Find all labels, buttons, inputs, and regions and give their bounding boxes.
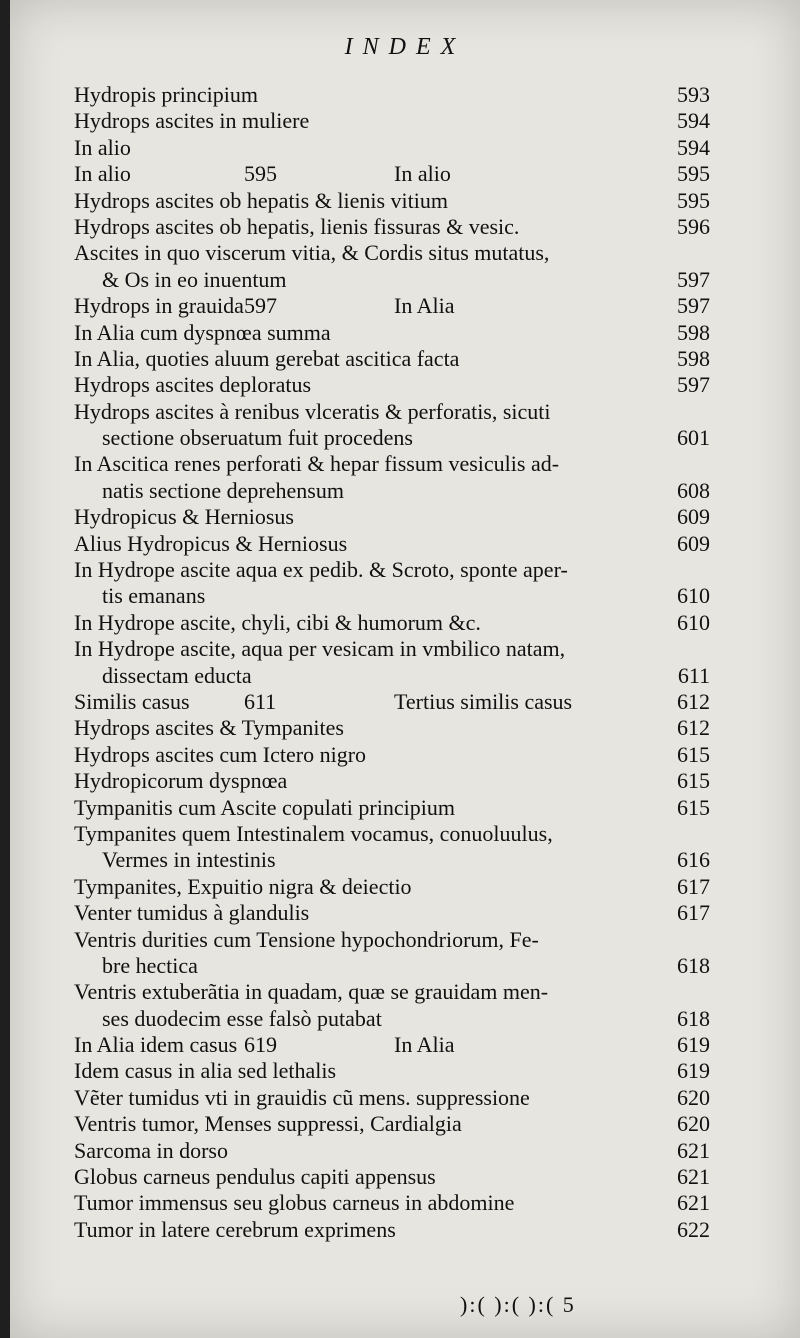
entry-text: Tumor in latere cerebrum exprimens bbox=[74, 1216, 396, 1242]
entry-text: Ventris extuberãtia in quadam, quæ se grauidam men- bbox=[74, 979, 549, 1005]
entry-text: sectione obseruatum fuit procedens bbox=[102, 425, 413, 451]
entry-text: Vẽter tumidus vti in grauidis cũ mens. suppressione bbox=[74, 1084, 530, 1110]
entry-page-number: 619 bbox=[677, 1058, 710, 1084]
index-entry bbox=[74, 214, 710, 240]
index-entry bbox=[74, 478, 710, 504]
entry-page-number: 608 bbox=[677, 477, 710, 503]
entry-text: In Alia cum dyspnœa summa bbox=[74, 319, 331, 345]
index-entry bbox=[74, 1058, 710, 1084]
index-entry bbox=[74, 320, 710, 346]
entry-page-number: 622 bbox=[677, 1216, 710, 1242]
index-entry bbox=[74, 636, 710, 662]
index-entry bbox=[74, 847, 710, 873]
entry-page-number: 597 bbox=[677, 372, 710, 398]
entry-second-text: In Alia bbox=[394, 1032, 455, 1058]
index-entry bbox=[74, 1217, 710, 1243]
entry-text: Tympanitis cum Ascite copulati principium bbox=[74, 794, 455, 820]
entry-page-number: 610 bbox=[677, 609, 710, 635]
page bbox=[10, 0, 800, 1338]
entry-text: Sarcoma in dorso bbox=[74, 1137, 228, 1163]
entry-inline-page: 595 bbox=[244, 161, 277, 187]
index-entry bbox=[74, 504, 710, 530]
index-entry bbox=[74, 1085, 710, 1111]
entry-text: Venter tumidus à glandulis bbox=[74, 900, 310, 926]
entry-page-number: 595 bbox=[677, 187, 710, 213]
entry-inline-page: 611 bbox=[244, 688, 277, 714]
index-entry bbox=[74, 267, 710, 293]
index-entry bbox=[74, 715, 710, 741]
entry-page-number: 618 bbox=[677, 1005, 710, 1031]
entry-page-number: 597 bbox=[677, 293, 710, 319]
index-entries bbox=[74, 82, 710, 1243]
index-entry bbox=[74, 768, 710, 794]
entry-page-number: 598 bbox=[677, 319, 710, 345]
index-entry bbox=[74, 399, 710, 425]
entry-text: Ascites in quo viscerum vitia, & Cordis situs mutatus, bbox=[74, 240, 550, 266]
index-entry bbox=[74, 372, 710, 398]
entry-text: Hydrops ascites à renibus vlceratis & perforatis, sicuti bbox=[74, 398, 551, 424]
index-entry bbox=[74, 82, 710, 108]
entry-inline-page: 619 bbox=[244, 1032, 277, 1058]
index-entry bbox=[74, 742, 710, 768]
entry-text: ses duodecim esse falsò putabat bbox=[102, 1005, 382, 1031]
index-entry bbox=[74, 108, 710, 134]
entry-text: Tumor immensus seu globus carneus in abdomine bbox=[74, 1190, 515, 1216]
index-entry bbox=[74, 161, 710, 187]
entry-page-number: 610 bbox=[677, 583, 710, 609]
index-entry bbox=[74, 1138, 710, 1164]
index-entry bbox=[74, 979, 710, 1005]
index-entry bbox=[74, 451, 710, 477]
entry-text: Hydrops ascites in muliere bbox=[74, 108, 310, 134]
entry-text: & Os in eo inuentum bbox=[102, 266, 287, 292]
entry-page-number: 612 bbox=[677, 688, 710, 714]
entry-page-number: 615 bbox=[677, 741, 710, 767]
index-entry bbox=[74, 1190, 710, 1216]
index-entry bbox=[74, 1164, 710, 1190]
entry-page-number: 618 bbox=[677, 952, 710, 978]
index-entry bbox=[74, 1111, 710, 1137]
index-entry bbox=[74, 188, 710, 214]
index-entry bbox=[74, 1032, 710, 1058]
entry-text: In Ascitica renes perforati & hepar fissum vesiculis ad- bbox=[74, 451, 560, 477]
entry-page-number: 611 bbox=[677, 662, 710, 688]
index-entry bbox=[74, 135, 710, 161]
entry-text: Hydrops ascites & Tympanites bbox=[74, 715, 344, 741]
entry-text: In alio bbox=[74, 161, 131, 187]
index-entry bbox=[74, 663, 710, 689]
entry-text: natis sectione deprehensum bbox=[102, 477, 344, 503]
entry-text: Hydrops ascites cum Ictero nigro bbox=[74, 741, 367, 767]
entry-page-number: 609 bbox=[677, 530, 710, 556]
index-entry bbox=[74, 927, 710, 953]
entry-page-number: 595 bbox=[677, 161, 710, 187]
index-entry bbox=[74, 557, 710, 583]
entry-text: dissectam educta bbox=[102, 662, 252, 688]
entry-page-number: 620 bbox=[677, 1111, 710, 1137]
entry-text: In Hydrope ascite, aqua per vesicam in vmbilico natam, bbox=[74, 636, 566, 662]
index-header: INDEX bbox=[344, 34, 466, 60]
entry-text: Alius Hydropicus & Herniosus bbox=[74, 530, 348, 556]
entry-text: Idem casus in alia sed lethalis bbox=[74, 1058, 337, 1084]
entry-page-number: 612 bbox=[677, 715, 710, 741]
index-entry bbox=[74, 583, 710, 609]
entry-text: Ventris tumor, Menses suppressi, Cardialgia bbox=[74, 1111, 462, 1137]
entry-text: Hydropicus & Herniosus bbox=[74, 504, 294, 530]
signature-mark: ):( ):( ):( 5 bbox=[460, 1292, 576, 1317]
entry-text: In Hydrope ascite aqua ex pedib. & Scroto, sponte aper- bbox=[74, 557, 568, 583]
index-entry bbox=[74, 425, 710, 451]
entry-second-text: In Alia bbox=[394, 293, 455, 319]
entry-second-text: Tertius similis casus bbox=[394, 688, 573, 714]
entry-page-number: 615 bbox=[677, 794, 710, 820]
entry-text: In alio bbox=[74, 134, 131, 160]
entry-text: Similis casus bbox=[74, 688, 190, 714]
entry-page-number: 621 bbox=[677, 1190, 710, 1216]
entry-page-number: 593 bbox=[677, 82, 710, 107]
entry-page-number: 594 bbox=[677, 134, 710, 160]
entry-text: Hydropis principium bbox=[74, 82, 258, 107]
entry-text: In Hydrope ascite, chyli, cibi & humorum &c. bbox=[74, 609, 481, 635]
index-entry bbox=[74, 795, 710, 821]
entry-page-number: 615 bbox=[677, 768, 710, 794]
index-entry bbox=[74, 821, 710, 847]
entry-text: Hydrops ascites ob hepatis, lienis fissuras & vesic. bbox=[74, 213, 520, 239]
index-entry bbox=[74, 1006, 710, 1032]
entry-text: In Alia idem casus bbox=[74, 1032, 238, 1058]
entry-text: In Alia, quoties aluum gerebat ascitica facta bbox=[74, 345, 460, 371]
index-entry bbox=[74, 531, 710, 557]
entry-page-number: 594 bbox=[677, 108, 710, 134]
index-entry bbox=[74, 610, 710, 636]
entry-page-number: 617 bbox=[677, 900, 710, 926]
entry-inline-page: 597 bbox=[244, 293, 277, 319]
entry-second-text: In alio bbox=[394, 161, 451, 187]
entry-page-number: 621 bbox=[677, 1137, 710, 1163]
index-entry bbox=[74, 900, 710, 926]
entry-text: Hydrops in grauida bbox=[74, 293, 244, 319]
entry-page-number: 619 bbox=[677, 1032, 710, 1058]
entry-page-number: 616 bbox=[677, 847, 710, 873]
entry-page-number: 596 bbox=[677, 213, 710, 239]
entry-text: Tympanites quem Intestinalem vocamus, conuoluulus, bbox=[74, 820, 553, 846]
entry-text: Hydropicorum dyspnœa bbox=[74, 768, 288, 794]
entry-text: bre hectica bbox=[102, 952, 198, 978]
entry-page-number: 620 bbox=[677, 1084, 710, 1110]
entry-page-number: 617 bbox=[677, 873, 710, 899]
entry-page-number: 601 bbox=[677, 425, 710, 451]
entry-page-number: 621 bbox=[677, 1164, 710, 1190]
index-entry bbox=[74, 874, 710, 900]
entry-text: Hydrops ascites deploratus bbox=[74, 372, 312, 398]
entry-text: Tympanites, Expuitio nigra & deiectio bbox=[74, 873, 412, 899]
entry-text: tis emanans bbox=[102, 583, 206, 609]
entry-text: Globus carneus pendulus capiti appensus bbox=[74, 1164, 436, 1190]
entry-page-number: 609 bbox=[677, 504, 710, 530]
index-entry bbox=[74, 689, 710, 715]
index-entry bbox=[74, 953, 710, 979]
index-entry bbox=[74, 293, 710, 319]
entry-page-number: 597 bbox=[677, 266, 710, 292]
entry-text: Ventris durities cum Tensione hypochondriorum, Fe- bbox=[74, 926, 539, 952]
entry-text: Vermes in intestinis bbox=[102, 847, 276, 873]
entry-page-number: 598 bbox=[677, 345, 710, 371]
index-entry bbox=[74, 346, 710, 372]
index-entry bbox=[74, 240, 710, 266]
entry-text: Hydrops ascites ob hepatis & lienis vitium bbox=[74, 187, 448, 213]
